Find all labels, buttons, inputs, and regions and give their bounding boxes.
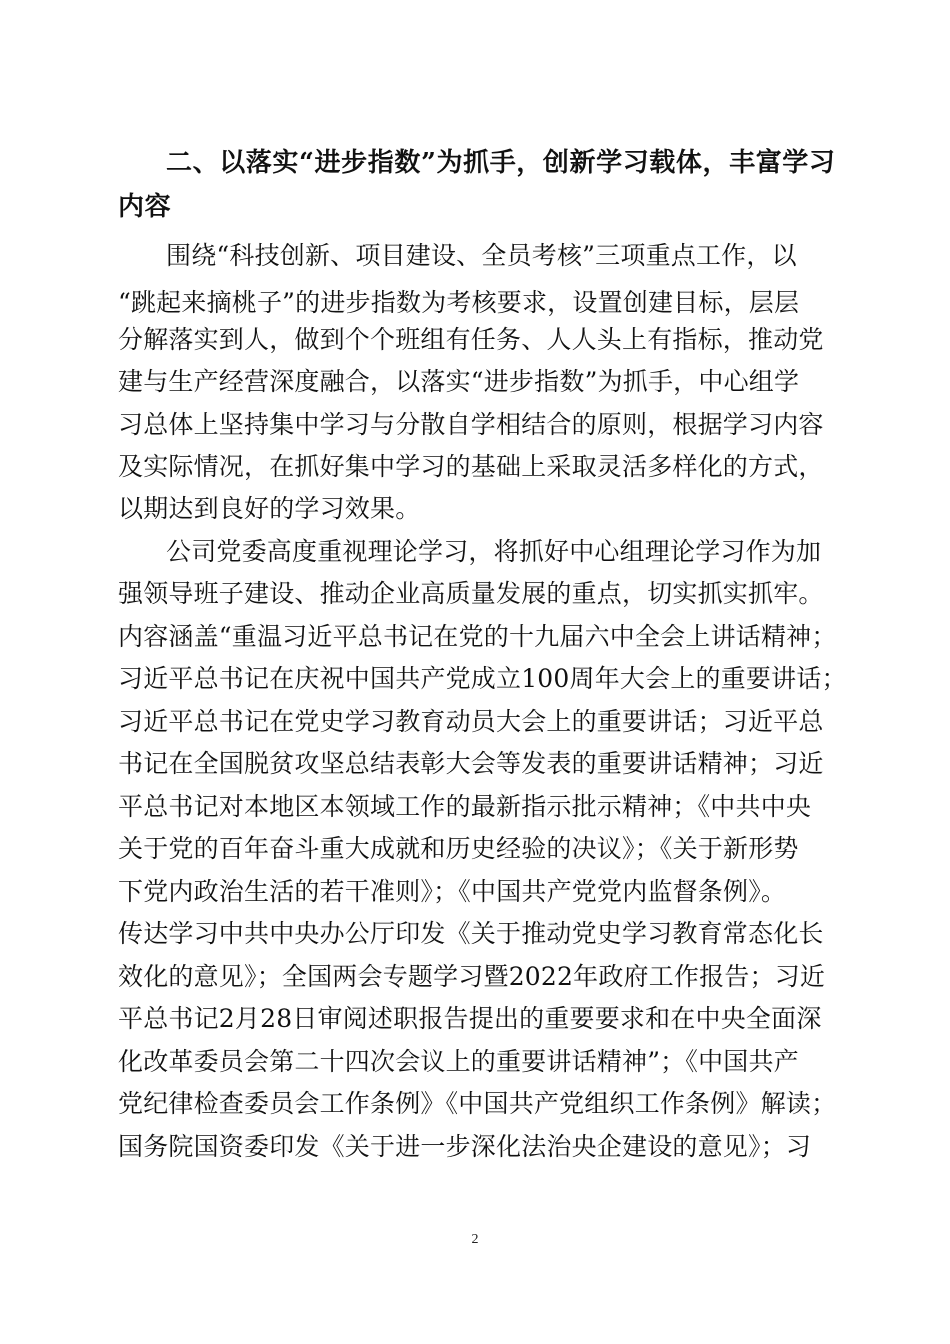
paragraph-2-line-3: 内容涵盖“重温习近平总书记在党的十九届六中全会上讲话精神； [118,622,837,651]
paragraph-1-line-5: 习总体上坚持集中学习与分散自学相结合的原则，根据学习内容 [118,410,824,439]
paragraph-2-line-7: 平总书记对本地区本领域工作的最新指示批示精神；《中共中央 [118,792,812,821]
paragraph-2-line-1: 公司党委高度重视理论学习，将抓好中心组理论学习作为加 [166,537,822,566]
paragraph-2-line-2: 强领导班子建设、推动企业高质量发展的重点，切实抓实抓牢。 [118,579,824,608]
section-heading-line-2: 内容 [118,192,172,222]
paragraph-2-line-10: 传达学习中共中央办公厅印发《关于推动党史学习教育常态化长 [118,919,824,948]
paragraph-1-line-1: 围绕“科技创新、项目建设、全员考核”三项重点工作，以 [166,241,797,270]
section-heading-line-1: 二、以落实“进步指数”为抓手，创新学习载体，丰富学习 [166,148,836,178]
paragraph-2-line-14: 党纪律检查委员会工作条例》《中国共产党组织工作条例》解读； [118,1089,837,1118]
paragraph-2-line-6: 书记在全国脱贫攻坚总结表彰大会等发表的重要讲话精神；习近 [118,749,824,778]
paragraph-2-line-13: 化改革委员会第二十四次会议上的重要讲话精神”；《中国共产 [118,1047,799,1076]
paragraph-2-line-9: 下党内政治生活的若干准则》；《中国共产党党内监督条例》。 [118,877,787,906]
paragraph-2-line-15: 国务院国资委印发《关于进一步深化法治央企建设的意见》；习 [118,1132,812,1161]
paragraph-1-line-2: “跳起来摘桃子”的进步指数为考核要求，设置创建目标，层层 [118,288,800,317]
paragraph-2-line-12: 平总书记2月28日审阅述职报告提出的重要要求和在中央全面深 [118,1004,822,1033]
paragraph-2-line-5: 习近平总书记在党史学习教育动员大会上的重要讲话；习近平总 [118,707,824,736]
paragraph-1-line-4: 建与生产经营深度融合，以落实“进步指数”为抓手，中心组学 [118,367,800,396]
page-number: 2 [471,1232,479,1247]
paragraph-1-line-3: 分解落实到人，做到个个班组有任务、人人头上有指标，推动党 [118,325,824,354]
paragraph-2-line-8: 关于党的百年奋斗重大成就和历史经验的决议》；《关于新形势 [118,834,799,863]
paragraph-1-line-6: 及实际情况，在抓好集中学习的基础上采取灵活多样化的方式， [118,452,824,481]
paragraph-1-line-7: 以期达到良好的学习效果。 [118,494,421,523]
paragraph-2-line-11: 效化的意见》；全国两会专题学习暨2022年政府工作报告；习近 [118,962,826,991]
paragraph-2-line-4: 习近平总书记在庆祝中国共产党成立100周年大会上的重要讲话； [118,664,847,693]
